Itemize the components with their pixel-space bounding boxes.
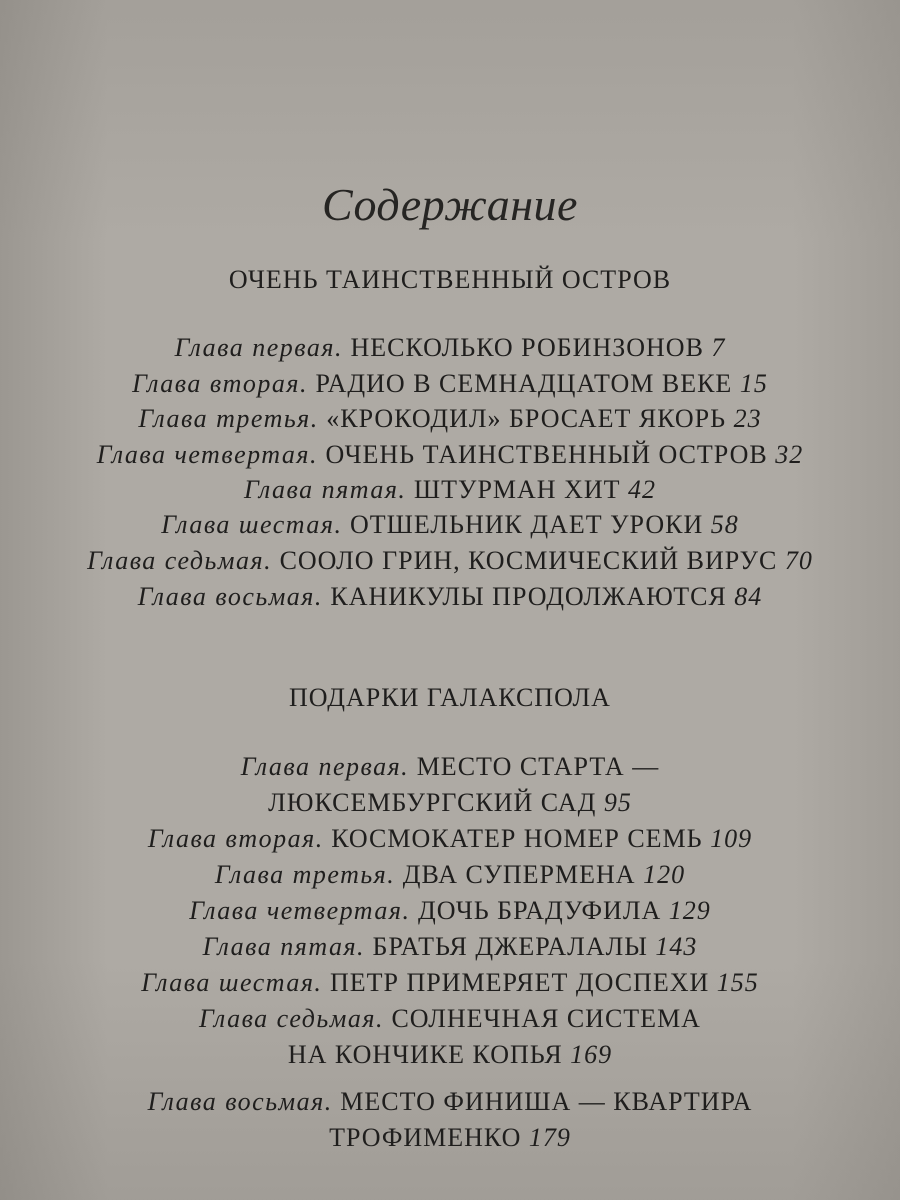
toc-line bbox=[0, 404, 900, 434]
chapter-title: ОЧЕНЬ ТАИНСТВЕННЫЙ ОСТРОВ bbox=[325, 440, 768, 469]
page-number: 169 bbox=[570, 1040, 613, 1069]
chapter-title: КОСМОКАТЕР НОМЕР СЕМЬ bbox=[331, 824, 703, 853]
chapter-label: Глава четвертая. bbox=[96, 440, 318, 469]
chapter-label: Глава вторая. bbox=[147, 824, 324, 853]
part-title-1: ОЧЕНЬ ТАИНСТВЕННЫЙ ОСТРОВ bbox=[228, 265, 672, 294]
page-number: 23 bbox=[733, 404, 762, 433]
chapter-title: ШТУРМАН ХИТ bbox=[413, 475, 621, 504]
page-number: 42 bbox=[628, 475, 657, 504]
chapter-title: ТРОФИМЕНКО bbox=[329, 1123, 522, 1152]
toc-line bbox=[0, 752, 900, 782]
toc-line bbox=[0, 896, 900, 926]
chapter-label: Глава третья. bbox=[138, 404, 319, 433]
page-number: 143 bbox=[655, 932, 698, 961]
toc-line bbox=[0, 1123, 900, 1153]
toc-line bbox=[0, 968, 900, 998]
toc-line bbox=[0, 932, 900, 962]
toc-line bbox=[0, 440, 900, 470]
chapter-label: Глава третья. bbox=[214, 860, 396, 889]
chapter-title: СОЛНЕЧНАЯ СИСТЕМА bbox=[391, 1004, 701, 1033]
page-number: 32 bbox=[775, 440, 804, 469]
chapter-label: Глава шестая. bbox=[161, 510, 343, 539]
chapter-label: Глава первая. bbox=[240, 752, 410, 781]
toc-line bbox=[0, 860, 900, 890]
page-number: 58 bbox=[710, 510, 739, 539]
toc-line bbox=[0, 333, 900, 363]
chapter-label: Глава седьмая. bbox=[87, 546, 273, 575]
page-number: 155 bbox=[716, 968, 759, 997]
page-number: 15 bbox=[739, 369, 768, 398]
chapter-title: СООЛО ГРИН, КОСМИЧЕСКИЙ ВИРУС bbox=[279, 546, 778, 575]
page-number: 7 bbox=[711, 333, 726, 362]
chapter-label: Глава пятая. bbox=[243, 475, 407, 504]
toc-line bbox=[0, 510, 900, 540]
chapter-title: ПЕТР ПРИМЕРЯЕТ ДОСПЕХИ bbox=[329, 968, 710, 997]
chapter-title: МЕСТО СТАРТА — bbox=[416, 752, 660, 781]
toc-line bbox=[0, 1040, 900, 1070]
chapter-label: Глава шестая. bbox=[141, 968, 323, 997]
chapter-title: ДВА СУПЕРМЕНА bbox=[402, 860, 636, 889]
page-number: 179 bbox=[528, 1123, 571, 1152]
chapter-label: Глава пятая. bbox=[202, 932, 366, 961]
chapter-title: ЛЮКСЕМБУРГСКИЙ САД bbox=[268, 788, 597, 817]
chapter-title: НЕСКОЛЬКО РОБИНЗОНОВ bbox=[350, 333, 704, 362]
chapter-label: Глава первая. bbox=[174, 333, 343, 362]
page-number: 129 bbox=[668, 896, 711, 925]
page-number: 84 bbox=[734, 582, 763, 611]
toc-line bbox=[0, 475, 900, 505]
part-title-2: ПОДАРКИ ГАЛАКСПОЛА bbox=[289, 683, 611, 712]
chapter-label: Глава седьмая. bbox=[199, 1004, 384, 1033]
toc-line bbox=[0, 1004, 900, 1034]
page-number: 95 bbox=[603, 788, 632, 817]
chapter-title: «КРОКОДИЛ» БРОСАЕТ ЯКОРЬ bbox=[326, 404, 727, 433]
toc-line bbox=[0, 546, 900, 576]
page-number: 109 bbox=[710, 824, 753, 853]
page-number: 70 bbox=[784, 546, 813, 575]
chapter-title: КАНИКУЛЫ ПРОДОЛЖАЮТСЯ bbox=[330, 582, 727, 611]
chapter-label: Глава восьмая. bbox=[137, 582, 323, 611]
page-number: 120 bbox=[643, 860, 686, 889]
chapter-title: НА КОНЧИКЕ КОПЬЯ bbox=[287, 1040, 563, 1069]
chapter-label: Глава четвертая. bbox=[189, 896, 411, 925]
chapter-title: ДОЧЬ БРАДУФИЛА bbox=[417, 896, 662, 925]
toc-line bbox=[0, 1087, 900, 1117]
toc-line bbox=[0, 788, 900, 818]
chapter-label: Глава вторая. bbox=[132, 369, 308, 398]
chapter-label: Глава восьмая. bbox=[147, 1087, 333, 1116]
contents-title: Содержание bbox=[322, 179, 578, 230]
toc-line bbox=[0, 369, 900, 399]
chapter-title: РАДИО В СЕМНАДЦАТОМ ВЕКЕ bbox=[315, 369, 733, 398]
toc-line bbox=[0, 824, 900, 854]
toc-line bbox=[0, 582, 900, 612]
chapter-title: МЕСТО ФИНИША — КВАРТИРА bbox=[340, 1087, 753, 1116]
chapter-title: БРАТЬЯ ДЖЕРАЛАЛЫ bbox=[372, 932, 648, 961]
chapter-title: ОТШЕЛЬНИК ДАЕТ УРОКИ bbox=[349, 510, 704, 539]
